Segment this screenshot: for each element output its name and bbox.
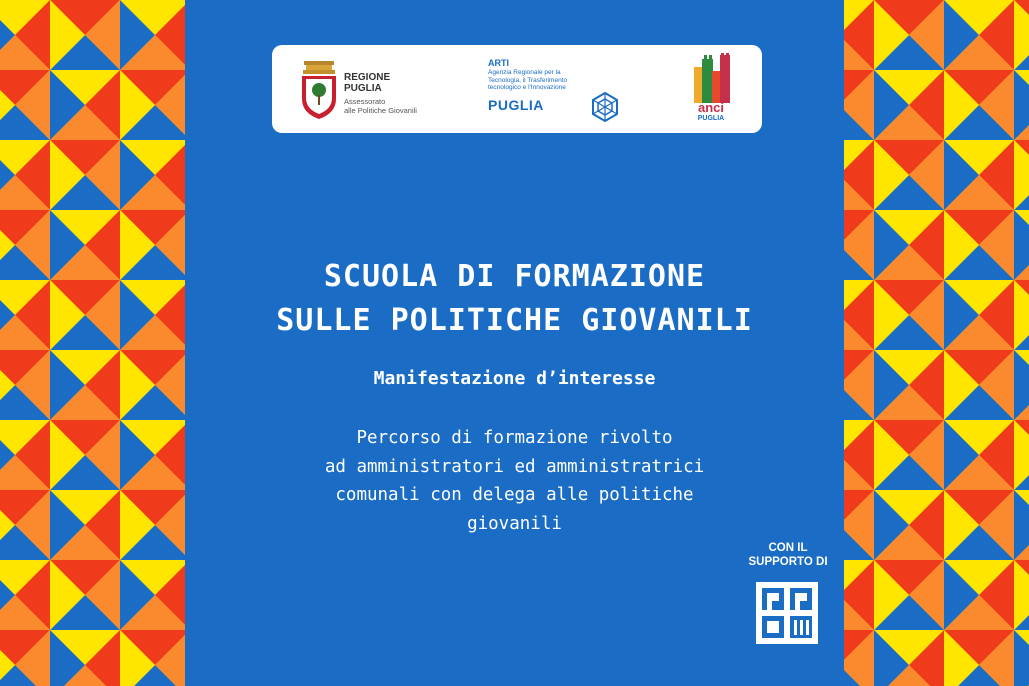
support-line1: CON IL — [768, 542, 808, 554]
description-line3: comunali con delega alle politiche — [335, 485, 694, 505]
title-line1: SCUOLA DI FORMAZIONE — [323, 259, 706, 294]
description-line2: ad amministratori ed amministratrici — [324, 456, 705, 477]
regione-sub-line2: alle Politiche Giovanili — [344, 106, 417, 115]
regione-name-line1: REGIONE — [344, 72, 391, 83]
right-pattern-svg — [844, 0, 1029, 686]
partner-logos-bar — [272, 45, 762, 133]
arti-sub-line2: Tecnologia, il Trasferimento — [488, 76, 568, 84]
arti-puglia-label: PUGLIA — [488, 97, 544, 113]
description-line4: giovanili — [467, 513, 562, 534]
regione-puglia-subtitle — [344, 97, 434, 115]
regione-puglia-name — [344, 72, 404, 94]
regione-sub-line1: Assessorato — [344, 97, 386, 106]
title-line2: SULLE POLITICHE GIOVANILI — [276, 303, 753, 338]
anci-region: PUGLIA — [697, 115, 725, 122]
arti-logo-icon — [590, 92, 620, 127]
anci-word: anci — [697, 100, 724, 115]
support-line2: SUPPORTO DI — [748, 556, 828, 568]
arti-sub-line3: tecnologico e l'Innovazione — [488, 84, 566, 91]
anci-puglia-logo — [689, 102, 733, 123]
right-geometric-pattern — [844, 0, 1029, 686]
page-subtitle: Manifestazione d’interesse — [373, 368, 656, 389]
regione-puglia-crest-icon — [300, 59, 338, 126]
support-label — [728, 541, 848, 569]
left-geometric-pattern — [0, 0, 185, 686]
pro-logo-icon — [756, 582, 818, 649]
description-line1: Percorso di formazione rivolto — [356, 428, 673, 448]
arti-sub-line1: Agenzia Regionale per la — [488, 69, 561, 76]
regione-name-line2: PUGLIA — [344, 83, 382, 94]
arti-subtitle — [488, 69, 588, 92]
arti-title: ARTI — [488, 58, 509, 68]
page-title — [150, 255, 879, 343]
left-pattern-svg — [0, 0, 185, 686]
description-text — [190, 424, 839, 538]
